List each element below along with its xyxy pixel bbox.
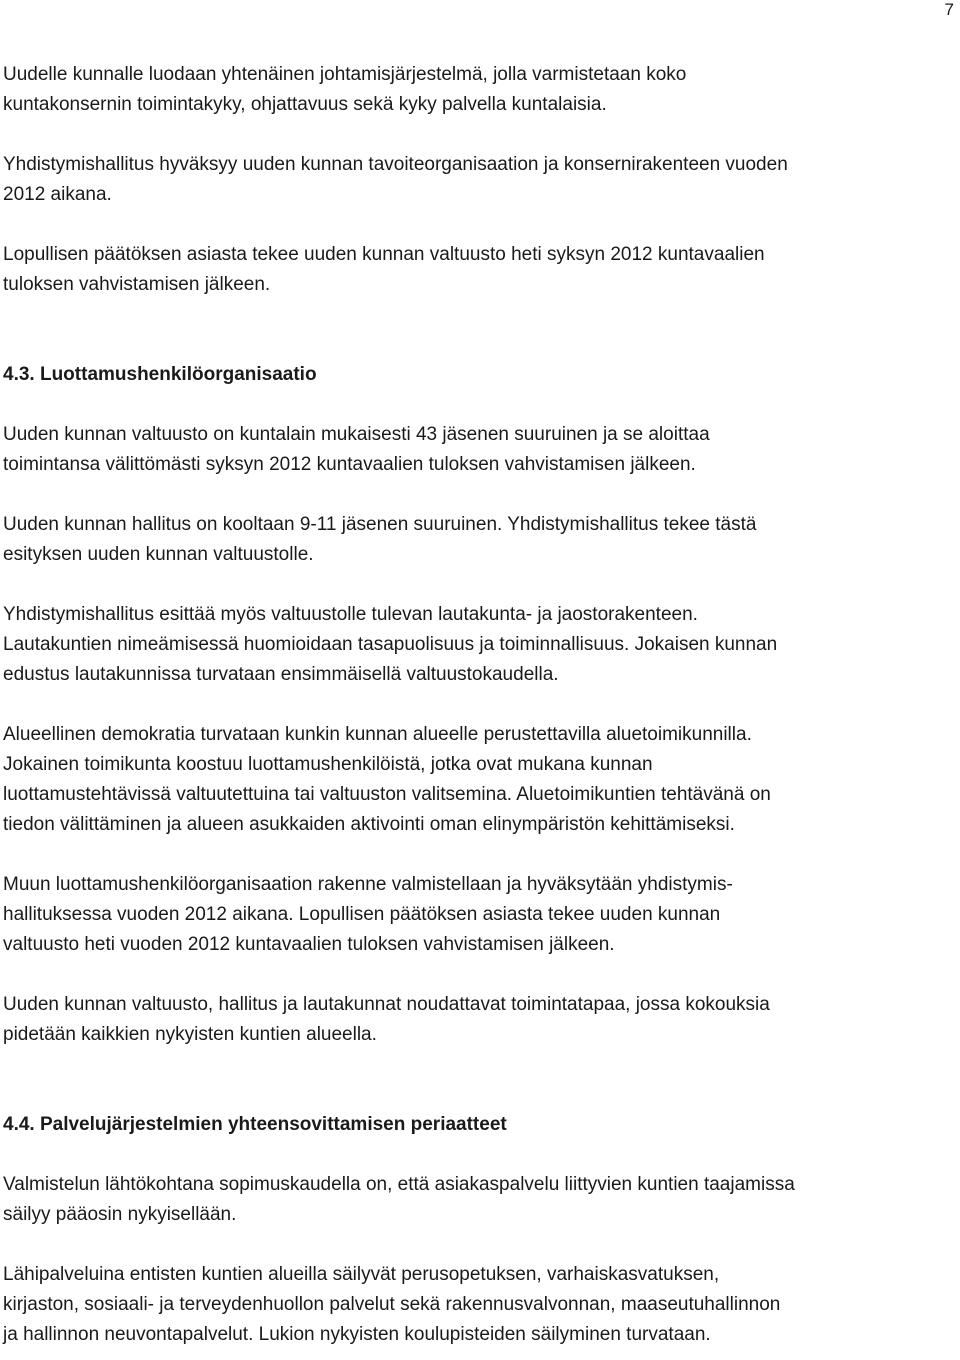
text-line: Uuden kunnan valtuusto, hallitus ja lautakunnat noudattavat toimintatapaa, jossa kokouksia bbox=[3, 994, 770, 1015]
text-line: tuloksen vahvistamisen jälkeen. bbox=[3, 274, 271, 295]
text-line: pidetään kaikkien nykyisten kuntien alueella. bbox=[3, 1024, 377, 1045]
text-line: säilyy pääosin nykyisellään. bbox=[3, 1204, 237, 1225]
text-line: Alueellinen demokratia turvataan kunkin kunnan alueelle perustettavilla aluetoimikunnilla. bbox=[3, 724, 752, 745]
text-line: Valmistelun lähtökohtana sopimuskaudella on, että asiakaspalvelu liittyvien kuntien taajamissa bbox=[3, 1174, 795, 1195]
document-body bbox=[3, 60, 958, 1350]
paragraph-muu-organisaatio bbox=[3, 870, 958, 960]
paragraph-toimintatapa bbox=[3, 990, 958, 1050]
text-line: Yhdistymishallitus hyväksyy uuden kunnan tavoiteorganisaation ja konsernirakenteen vuoden bbox=[3, 154, 788, 175]
text-line: edustus lautakunnissa turvataan ensimmäisellä valtuustokaudella. bbox=[3, 664, 559, 685]
text-line: hallituksessa vuoden 2012 aikana. Lopullisen päätöksen asiasta tekee uuden kunnan bbox=[3, 904, 721, 925]
paragraph-lopullinen-paatos bbox=[3, 240, 958, 300]
text-line: luottamustehtävissä valtuutettuina tai valtuuston valitsemina. Aluetoimikuntien tehtävänä on bbox=[3, 784, 771, 805]
text-line: valtuusto heti vuoden 2012 kuntavaalien tuloksen vahvistamisen jälkeen. bbox=[3, 934, 615, 955]
text-line: esityksen uuden kunnan valtuustolle. bbox=[3, 544, 314, 565]
text-line: ja hallinnon neuvontapalvelut. Lukion nykyisten koulupisteiden säilyminen turvataan. bbox=[3, 1324, 711, 1345]
text-line: Muun luottamushenkilöorganisaation rakenne valmistellaan ja hyväksytään yhdistymis- bbox=[3, 874, 733, 895]
paragraph-asiakaspalvelu bbox=[3, 1170, 958, 1230]
paragraph-valtuusto bbox=[3, 420, 958, 480]
section-heading-4-3: 4.3. Luottamushenkilöorganisaatio bbox=[3, 364, 317, 385]
paragraph-tavoiteorganisaatio bbox=[3, 150, 958, 210]
paragraph-alueellinen-demokratia bbox=[3, 720, 958, 840]
page-number: 7 bbox=[944, 0, 954, 19]
text-line: Lautakuntien nimeämisessä huomioidaan tasapuolisuus ja toiminnallisuus. Jokaisen kunnan bbox=[3, 634, 778, 655]
text-line: Uudelle kunnalle luodaan yhtenäinen johtamisjärjestelmä, jolla varmistetaan koko bbox=[3, 64, 687, 85]
text-line: Lähipalveluina entisten kuntien alueilla säilyvät perusopetuksen, varhaiskasvatuksen, bbox=[3, 1264, 720, 1285]
text-line: kuntakonsernin toimintakyky, ohjattavuus sekä kyky palvella kuntalaisia. bbox=[3, 94, 607, 115]
text-line: Lopullisen päätöksen asiasta tekee uuden kunnan valtuusto heti syksyn 2012 kuntavaalien bbox=[3, 244, 765, 265]
paragraph-lahipalvelut bbox=[3, 1260, 958, 1350]
text-line: toimintansa välittömästi syksyn 2012 kuntavaalien tuloksen vahvistamisen jälkeen. bbox=[3, 454, 696, 475]
text-line: Uuden kunnan hallitus on kooltaan 9-11 jäsenen suuruinen. Yhdistymishallitus tekee tästä bbox=[3, 514, 757, 535]
text-line: tiedon välittäminen ja alueen asukkaiden aktivointi oman elinympäristön kehittämiseksi. bbox=[3, 814, 735, 835]
section-heading-4-4: 4.4. Palvelujärjestelmien yhteensovittamisen periaatteet bbox=[3, 1114, 507, 1135]
paragraph-lautakunnat bbox=[3, 600, 958, 690]
paragraph-johtamisjarjestelma bbox=[3, 60, 958, 120]
text-line: Jokainen toimikunta koostuu luottamushenkilöistä, jotka ovat mukana kunnan bbox=[3, 754, 653, 775]
text-line: Uuden kunnan valtuusto on kuntalain mukaisesti 43 jäsenen suuruinen ja se aloittaa bbox=[3, 424, 710, 445]
paragraph-hallitus bbox=[3, 510, 958, 570]
text-line: kirjaston, sosiaali- ja terveydenhuollon palvelut sekä rakennusvalvonnan, maaseutuhallinnon bbox=[3, 1294, 781, 1315]
text-line: 2012 aikana. bbox=[3, 184, 112, 205]
text-line: Yhdistymishallitus esittää myös valtuustolle tulevan lautakunta- ja jaostorakenteen. bbox=[3, 604, 698, 625]
